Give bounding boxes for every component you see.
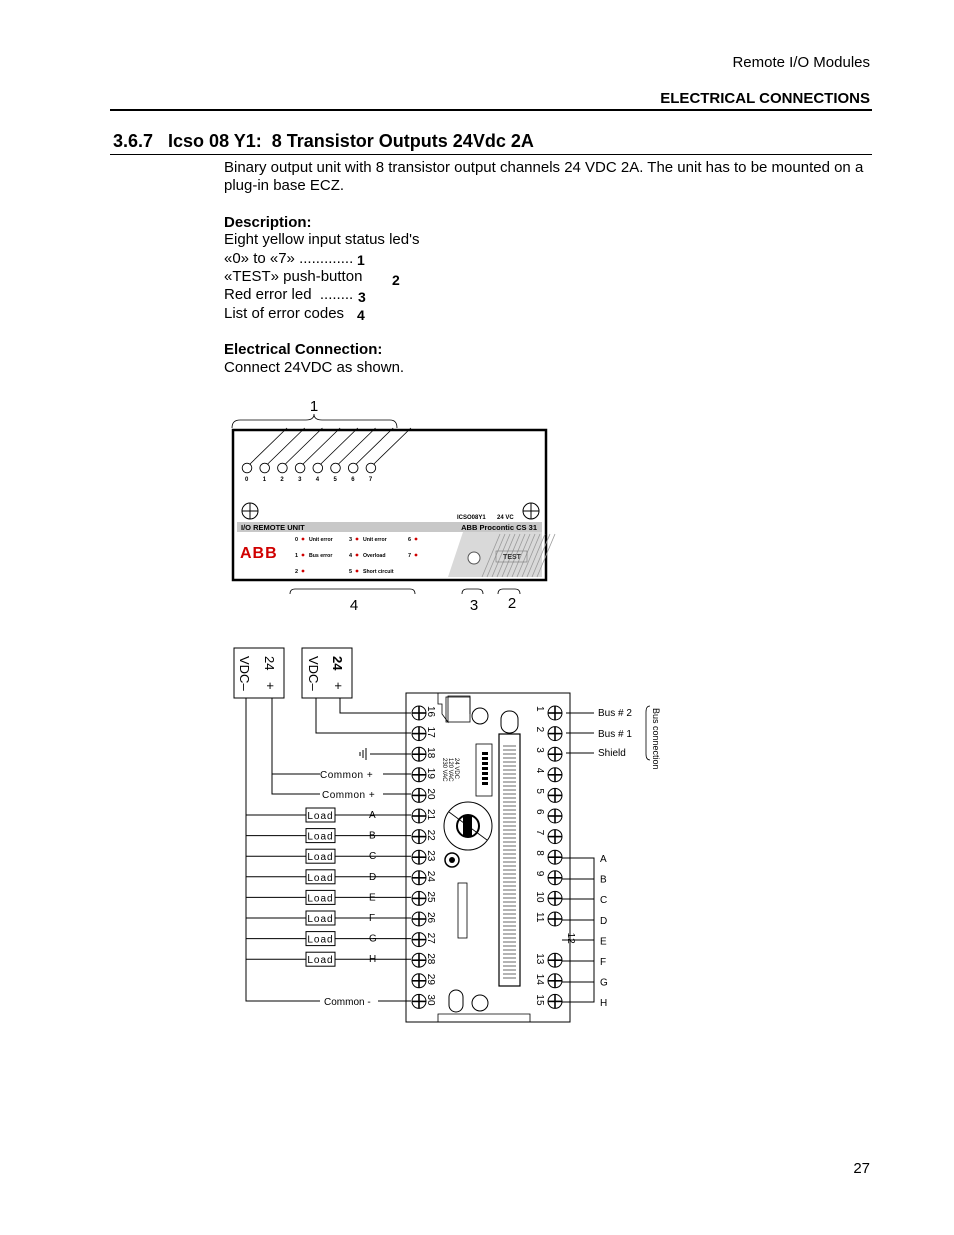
common-minus: Common - — [324, 997, 371, 1008]
svg-text:7: 7 — [534, 829, 545, 836]
svg-text:10: 10 — [534, 891, 545, 903]
svg-text:8: 8 — [534, 850, 545, 856]
callout-3: 3 — [469, 597, 479, 614]
led-label: 1 — [262, 477, 267, 483]
svg-text:Load: Load — [307, 852, 334, 864]
error-code-dot — [415, 538, 418, 541]
test-label: TEST — [503, 554, 521, 561]
svg-text:3: 3 — [534, 747, 545, 753]
bus1-label: Bus # 1 — [598, 729, 632, 740]
model-label: ICSO08Y1 — [457, 515, 486, 521]
svg-text:A: A — [369, 810, 376, 821]
status-led-2 — [278, 463, 288, 473]
svg-text:29: 29 — [425, 973, 436, 985]
load-f — [246, 911, 411, 925]
svg-text:Load: Load — [307, 893, 334, 905]
svg-text:1: 1 — [534, 706, 545, 712]
description-num-1: 1 — [357, 252, 365, 268]
svg-text:VDC–: VDC– — [237, 656, 252, 691]
svg-text:E: E — [369, 892, 376, 904]
description-item-3: Red error led ........ — [224, 286, 354, 303]
callout-1: 1 — [309, 398, 319, 415]
error-code-num: 7 — [408, 553, 412, 559]
error-code-dot — [356, 570, 359, 573]
error-code-dot — [302, 570, 305, 573]
led-label: 4 — [315, 477, 320, 483]
description-num-4: 4 — [357, 307, 365, 323]
switch-label-230vac: 230 VAC — [441, 758, 447, 782]
error-code-text: Short circuit — [363, 569, 394, 575]
output-f-label: F — [600, 957, 607, 968]
status-led-0 — [242, 463, 252, 473]
svg-text:+: + — [331, 682, 346, 690]
electrical-text: Connect 24VDC as shown. — [224, 359, 405, 376]
description-item-1: «0» to «7» ............. — [224, 250, 354, 267]
svg-text:C: C — [369, 851, 377, 863]
led-label: 7 — [368, 477, 373, 483]
title-rule — [110, 154, 872, 155]
svg-text:13: 13 — [534, 953, 545, 965]
status-led-1 — [260, 463, 270, 473]
output-e-label: E — [600, 936, 607, 948]
abb-logo: ABB — [240, 545, 278, 562]
electrical-heading: Electrical Connection: — [224, 341, 383, 358]
svg-text:VDC–: VDC– — [306, 656, 321, 691]
led-label: 5 — [333, 477, 337, 483]
led-label: 0 — [245, 477, 249, 483]
description-num-2: 2 — [392, 272, 400, 288]
supply-box-2 — [302, 648, 352, 698]
description-num-3: 3 — [358, 289, 366, 305]
voltage-label: 24 VC — [497, 515, 514, 521]
svg-text:4: 4 — [534, 767, 545, 774]
bus-connection-label: Bus connection — [651, 708, 661, 770]
svg-text:28: 28 — [425, 953, 436, 965]
svg-text:Load: Load — [307, 831, 334, 843]
status-led-3 — [295, 463, 305, 473]
status-led-6 — [348, 463, 358, 473]
error-code-num: 5 — [349, 569, 353, 575]
switch-label-120vac: 120 VAC — [447, 758, 453, 782]
error-code-num: 0 — [295, 537, 299, 543]
led-label: 6 — [351, 477, 355, 483]
description-item-4: List of error codes — [224, 305, 345, 322]
intro-paragraph: Binary output unit with 8 transistor output channels 24 VDC 2A. The unit has to be mounted on a plug-in base ECZ. — [224, 159, 864, 194]
band-right-label: ABB Procontic CS 31 — [461, 523, 537, 532]
output-d-label: D — [600, 915, 608, 927]
output-h-label: H — [600, 998, 608, 1010]
error-code-num: 2 — [295, 569, 299, 575]
output-c-label: C — [600, 895, 608, 907]
svg-text:Load: Load — [307, 934, 334, 946]
status-led-5 — [331, 463, 341, 473]
svg-text:9: 9 — [534, 870, 545, 877]
supply-box-1 — [234, 648, 284, 698]
callout-4: 4 — [349, 597, 359, 614]
panel-screw-right — [523, 503, 539, 519]
svg-text:Load: Load — [307, 955, 334, 967]
wiring-diagram — [230, 640, 680, 1030]
error-code-num: 4 — [349, 553, 353, 559]
error-code-num: 6 — [408, 537, 412, 543]
description-item-2: «TEST» push-button — [224, 268, 363, 285]
callout-2: 2 — [507, 595, 517, 612]
load-e — [246, 890, 411, 904]
description-line: Eight yellow input status led's — [224, 231, 420, 248]
error-code-dot — [356, 554, 359, 557]
svg-text:27: 27 — [425, 932, 436, 944]
error-code-num: 1 — [295, 553, 299, 559]
svg-text:26: 26 — [425, 912, 436, 924]
svg-text:Load: Load — [307, 811, 334, 822]
svg-text:H: H — [369, 954, 377, 966]
svg-text:25: 25 — [425, 891, 436, 903]
load-h — [246, 952, 411, 966]
svg-text:24: 24 — [330, 656, 345, 671]
running-header: Remote I/O Modules — [732, 54, 870, 71]
switch-label-24vdc: 24 VDC — [453, 758, 459, 780]
error-code-dot — [356, 538, 359, 541]
svg-text:D: D — [369, 871, 377, 883]
led-label: 2 — [280, 477, 284, 483]
svg-text:11: 11 — [534, 912, 545, 923]
svg-text:17: 17 — [425, 726, 436, 738]
svg-text:5: 5 — [534, 788, 545, 794]
output-g-label: G — [600, 977, 608, 989]
panel-screw-left — [242, 503, 258, 519]
terminal-12-label: 12 — [565, 932, 576, 944]
status-led-4 — [313, 463, 323, 473]
svg-text:20: 20 — [425, 788, 436, 800]
svg-text:23: 23 — [425, 850, 436, 862]
svg-text:14: 14 — [534, 973, 545, 985]
error-code-text: Unit error — [363, 537, 387, 543]
svg-text:6: 6 — [534, 809, 545, 815]
svg-text:22: 22 — [425, 829, 436, 841]
svg-text:F: F — [369, 913, 376, 924]
svg-text:24: 24 — [425, 870, 436, 882]
section-title: 3.6.7 Icso 08 Y1: 8 Transistor Outputs 24Vdc 2A — [113, 131, 534, 151]
error-led — [468, 552, 480, 564]
band-left-label: I/O REMOTE UNIT — [241, 523, 305, 532]
error-code-text: Overload — [363, 553, 386, 559]
svg-text:24: 24 — [262, 656, 277, 671]
load-c — [246, 849, 411, 863]
load-b — [246, 829, 411, 843]
svg-text:2: 2 — [534, 726, 545, 733]
load-a — [246, 808, 411, 822]
status-led-7 — [366, 463, 376, 473]
svg-text:19: 19 — [425, 767, 436, 779]
output-a-label: A — [600, 854, 607, 865]
svg-text:16: 16 — [425, 706, 436, 718]
svg-text:15: 15 — [534, 994, 545, 1006]
svg-text:+: + — [263, 682, 278, 690]
svg-text:18: 18 — [425, 747, 436, 759]
page-number: 27 — [853, 1160, 870, 1177]
svg-text:G: G — [369, 933, 377, 945]
header-rule — [110, 109, 872, 111]
svg-text:30: 30 — [425, 994, 436, 1006]
section-header: ELECTRICAL CONNECTIONS — [660, 90, 870, 107]
led-label: 3 — [298, 477, 302, 483]
common-plus-1: Common + — [320, 770, 374, 781]
load-g — [246, 932, 411, 946]
error-code-dot — [415, 554, 418, 557]
svg-text:21: 21 — [425, 809, 436, 821]
svg-text:B: B — [369, 830, 376, 842]
front-panel-diagram — [220, 392, 560, 617]
shield-label: Shield — [598, 748, 626, 759]
common-plus-2: Common + — [322, 790, 376, 801]
error-code-dot — [302, 538, 305, 541]
svg-text:Load: Load — [307, 914, 334, 925]
svg-text:Load: Load — [307, 872, 334, 884]
description-heading: Description: — [224, 214, 312, 231]
error-code-num: 3 — [349, 537, 353, 543]
output-b-label: B — [600, 874, 607, 886]
load-d — [246, 870, 411, 884]
error-code-text: Unit error — [309, 537, 333, 543]
error-code-dot — [302, 554, 305, 557]
bus2-label: Bus # 2 — [598, 708, 632, 719]
error-code-text: Bus error — [309, 553, 333, 559]
